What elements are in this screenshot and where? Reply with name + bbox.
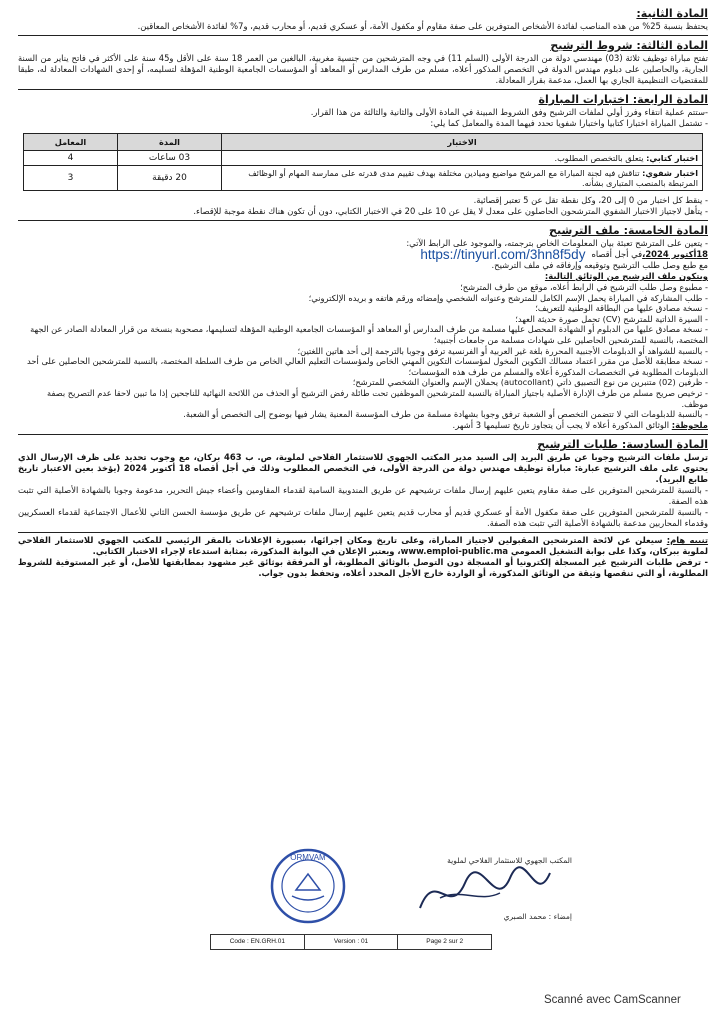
signature-line: إمضاء : محمد الصبري [503, 912, 572, 921]
exam-table-header [24, 134, 703, 151]
list-item: - مطبوع وصل طلب الترشيح في الرابط أعلاه، موقع من طرف المترشح؛ [460, 282, 708, 292]
article-2-title: المادة الثانية: [636, 7, 708, 20]
list-item: - طلب المشاركة في المباراة يحمل الإسم الكامل للمترشح وعنوانه الشخصي وإمضائه ورقم هاتفه و بريده الإلكتروني؛ [308, 292, 708, 303]
footer-version: Version : 01 [305, 935, 399, 949]
duration-cell: 20 دقيقة [118, 166, 222, 191]
article-2-body: يحتفظ بنسبة 25% من هذه المناصب لفائدة الأشخاص المتوفرين على صفة مقاوم أو مكفول الأمة، أو عسكري قديم، أو محارب قديم، و7% لفائدة الأشخاص المعاقين. [137, 21, 708, 31]
article-4-note: - ينقط كل اختبار من 0 إلى 20، وكل نقطة تقل عن 5 تعتبر إقصائية. [473, 195, 708, 205]
article-4-title: المادة الرابعة: اختبارات المباراة [538, 93, 708, 106]
article-4-note: - يتأهل لاجتياز الاختبار الشفوي المترشحون الحاصلون على معدل لا يقل عن 10 على 20 في الاختبار الكتابي، دون أن تكون هناك نقطة موجبة للإقصاء. [193, 206, 708, 216]
article-4-line: -ستتم عملية انتقاء وفرز أولي لملفات الترشيح وفق الشروط المبينة في المادة الأولى والثانية والثالثة من هذا القرار. [310, 107, 708, 117]
list-item: - نسخة مصادق عليها من الدبلوم أو الشهادة المحصل عليها مسلمة من طرف المدارس أو المعاهد أو المؤسسات الجامعية الوطنية المؤهلة لتسليمها، مصحوبة بنسخة من قرار المعادلة الصادر عن الجهة المختصة، بالنسبة للمترشحين الحاصلين على شهادات مسلمة من جامعات أجنبية؛ [30, 324, 708, 345]
documents-title: ويتكون ملف الترشيح من الوثائق التالية: [544, 271, 708, 281]
header-duration: المدة [118, 134, 222, 151]
article-6-body: ترسل ملفات الترشيح وجوبا عن طريق البريد إلى السيد مدير المكتب الجهوي للاستثمار الفلاحي لملوية، ص. ب 463 بركان، مع وجوب تحديد على ظرف الإرسال الذي يحتوي على ملف الترشيح عبارة: مباراة توظيف مهندس دولة من الدرجة الأولى، في التخصص المطلوب وذلك في أجل أقصاه 18 أكتوبر 2024 (يؤخذ بعين الاعتبار تاريخ طابع البريد). [18, 452, 709, 485]
article-3-body: تفتح مباراة توظيف ثلاثة (03) مهندسي دولة من الدرجة الأولى (السلم 11) في وجه المترشحين من جنسية مغربية، البالغين من العمر 18 سنة على الأقل و45 سنة على الأكثر في فاتح يناير من السنة الجارية، والحاصلين على دبلوم مهندس الدولة في التخصص المذكور أعلاه، مسلم من طرف المدارس أو المعاهد أو المؤسسات الجامعية الوطنية المؤهلة لتسليمه، أو إحدى الشهادات المعادلة له، طبقا للمقتضيات التنظيمية الجاري بها العمل، مدعمة بقرار المعادلة. [18, 53, 709, 85]
svg-text:ORMVAM: ORMVAM [290, 853, 326, 862]
article-6-title: المادة السادسة: طلبات الترشيح [537, 438, 708, 452]
list-item: - نسخة مصادق عليها من البطاقة الوطنية للتعريف؛ [535, 303, 708, 314]
document-footer [210, 934, 492, 950]
duration-cell: 03 ساعات [118, 151, 222, 166]
application-link[interactable]: https://tinyurl.com/3hn8f5dy [420, 247, 586, 262]
article-4-line: - تشتمل المباراة اختبارا كتابيا واختبارا شفويا تحدد فيهما المدة والمعامل كما يلي: [430, 118, 708, 128]
documents-list [18, 282, 708, 409]
exam-cell: اختبار كتابي: يتعلق بالتخصص المطلوب. [222, 151, 703, 166]
signature-line: المكتب الجهوي للاستثمار الفلاحي لملوية [447, 856, 572, 865]
divider [18, 220, 708, 221]
notice-paragraph: تنبيه هام: سيعلن عن لائحة المترشحين المقبولين لاجتياز المباراة، وعلى تاريخ ومكان إجرائها، بسبورة الإعلانات بالمقر الرئيسي للمكتب الجهوي للاستثمار الفلاحي لملوية ببركان، وكذا على بوابة التشغيل العمومي www.emploi-public.ma، ويعتبر الإعلان في البوابة المذكورة، بمثابة استدعاء لإجراء الاختبار الكتابي. [18, 535, 709, 557]
signature-area [120, 842, 580, 942]
header-coefficient: المعامل [24, 134, 118, 151]
notice-reject: - ترفض طلبات الترشيح غير المسجلة إلكترونيا أو المسجلة دون التوصل بالوثائق المطلوبة، أو المرفقة بوثائق غير مشهود بمطابقتها للأصل، أو غير المستوفية للشروط المطلوبة، أو التي تنقصها وثيقة من الوثائق المذكورة، أو الواردة خارج الأجل المحدد أعلاه، وتحفظ بدون جواب. [18, 557, 708, 579]
exam-table [23, 133, 703, 191]
document-page [18, 4, 708, 954]
scanner-watermark: Scanné avec CamScanner [544, 994, 681, 1006]
divider [18, 434, 708, 435]
article-5-after-date: مع طبع وصل طلب الترشيح وتوقيعه وإرفاقه في ملف الترشيح. [491, 260, 708, 270]
table-row [24, 166, 703, 191]
divider [18, 532, 708, 533]
divider [18, 35, 708, 36]
article-5-intro: - يتعين على المترشح تعبئة بيان المعلومات الخاص بترجمته، والموجود على الرابط الآتي: [406, 238, 708, 248]
article-5-title: المادة الخامسة: ملف الترشيح [549, 224, 708, 237]
list-item: - ترخيص صريح مسلم من طرف الإدارة الأصلية باجتياز المباراة بالنسبة للمترشحين الموظفين تحت طائلة رفض الترشيح أو الحذف من اللائحة النهائية للناجحين إذا ما تبين لاحقا عدم التصريح بصفة موظف. [47, 387, 708, 409]
divider [18, 89, 708, 90]
list-item: - بالنسبة للشواهد أو الدبلومات الأجنبية المحررة بلغة غير العربية أو الفرنسية ترفق وجوبا بالترجمة إلى أحد هاتين اللغتين؛ [297, 345, 708, 356]
footer-code: Code : EN.GRH.01 [211, 935, 305, 949]
signature-block [390, 842, 580, 932]
list-item: - السيرة الذاتية للمترشح (CV) تحمل صورة حديثة العهد؛ [515, 313, 708, 324]
ormvam-seal-icon [268, 846, 348, 926]
article-6-body: - بالنسبة للمترشحين المتوفرين على صفة مكفول الأمة أو عسكري قديم أو محارب قديم يتعين عليهم إرسال ملفات ترشيحهم عن طريق مؤسسة الحسن الثاني للأعمال الاجتماعية لقدماء العسكريين وقدماء المحاربين مدعمة بالشهادة الأصلية التي تثبت هذه الصفة. [18, 507, 708, 529]
footer-page: Page 2 sur 2 [426, 938, 464, 945]
article-5-remark: ملحوظة: الوثائق المذكورة أعلاه لا يجب أن يتجاوز تاريخ تسليمها 3 أشهر. [452, 420, 708, 431]
coefficient-cell: 3 [24, 166, 118, 191]
article-6-body: - بالنسبة للمترشحين المتوفرين على صفة مقاوم يتعين عليهم إرسال ملفات ترشيحهم عن طريق المندوبية السامية لقدماء المقاومين وأعضاء جيش التحرير، مدعومة وجوبا بالشهادة الأصلية التي تثبت هذه الصفة. [18, 485, 708, 507]
link-line: 18أكتوبر 2024، في أجل أقصاه https://tinyurl.com/3hn8f5dy [420, 247, 708, 262]
list-item: - نسخة مطابقة للأصل من مقرر اعتماد مسالك التكوين المخول لمؤسسات التكوين المهني الخاص ولمؤسسات التعليم العالي الخاص من طرف السلطة المختصة، بالنسبة للمترشحين الحاصلين على أحد الدبلومات المطلوبة في التخصصات المذكورة أعلاه والمسلم من طرف هذه المؤسسات؛ [27, 356, 708, 377]
coefficient-cell: 4 [24, 151, 118, 166]
header-exam: الاختبار [222, 134, 703, 151]
article-5-note: - بالنسبة للدبلومات التي لا تتضمن التخصص أو الشعبة ترفق وجوبا بشهادة مسلمة من طرف المؤسسة المعنية يشار فيها بوضوح إلى التخصص أو الشعبة. [183, 409, 708, 420]
exam-cell: اختبار شفوي: تناقش فيه لجنة المباراة مع المرشح مواضيع وميادين مختلفة بهدف تقييم مدى قدرته على ممارسة المهام أو الوظائف المرتبطة بالمنصب المتبارى بشأنه. [222, 166, 703, 191]
article-3-title: المادة الثالثة: شروط الترشيح [550, 39, 708, 52]
table-row [24, 151, 703, 166]
list-item: - ظرفين (02) متنبرين من نوع التصبيق ذاتي (autocollant) يحملان الإسم والعنوان الشخصي للمترشح؛ [352, 377, 708, 388]
